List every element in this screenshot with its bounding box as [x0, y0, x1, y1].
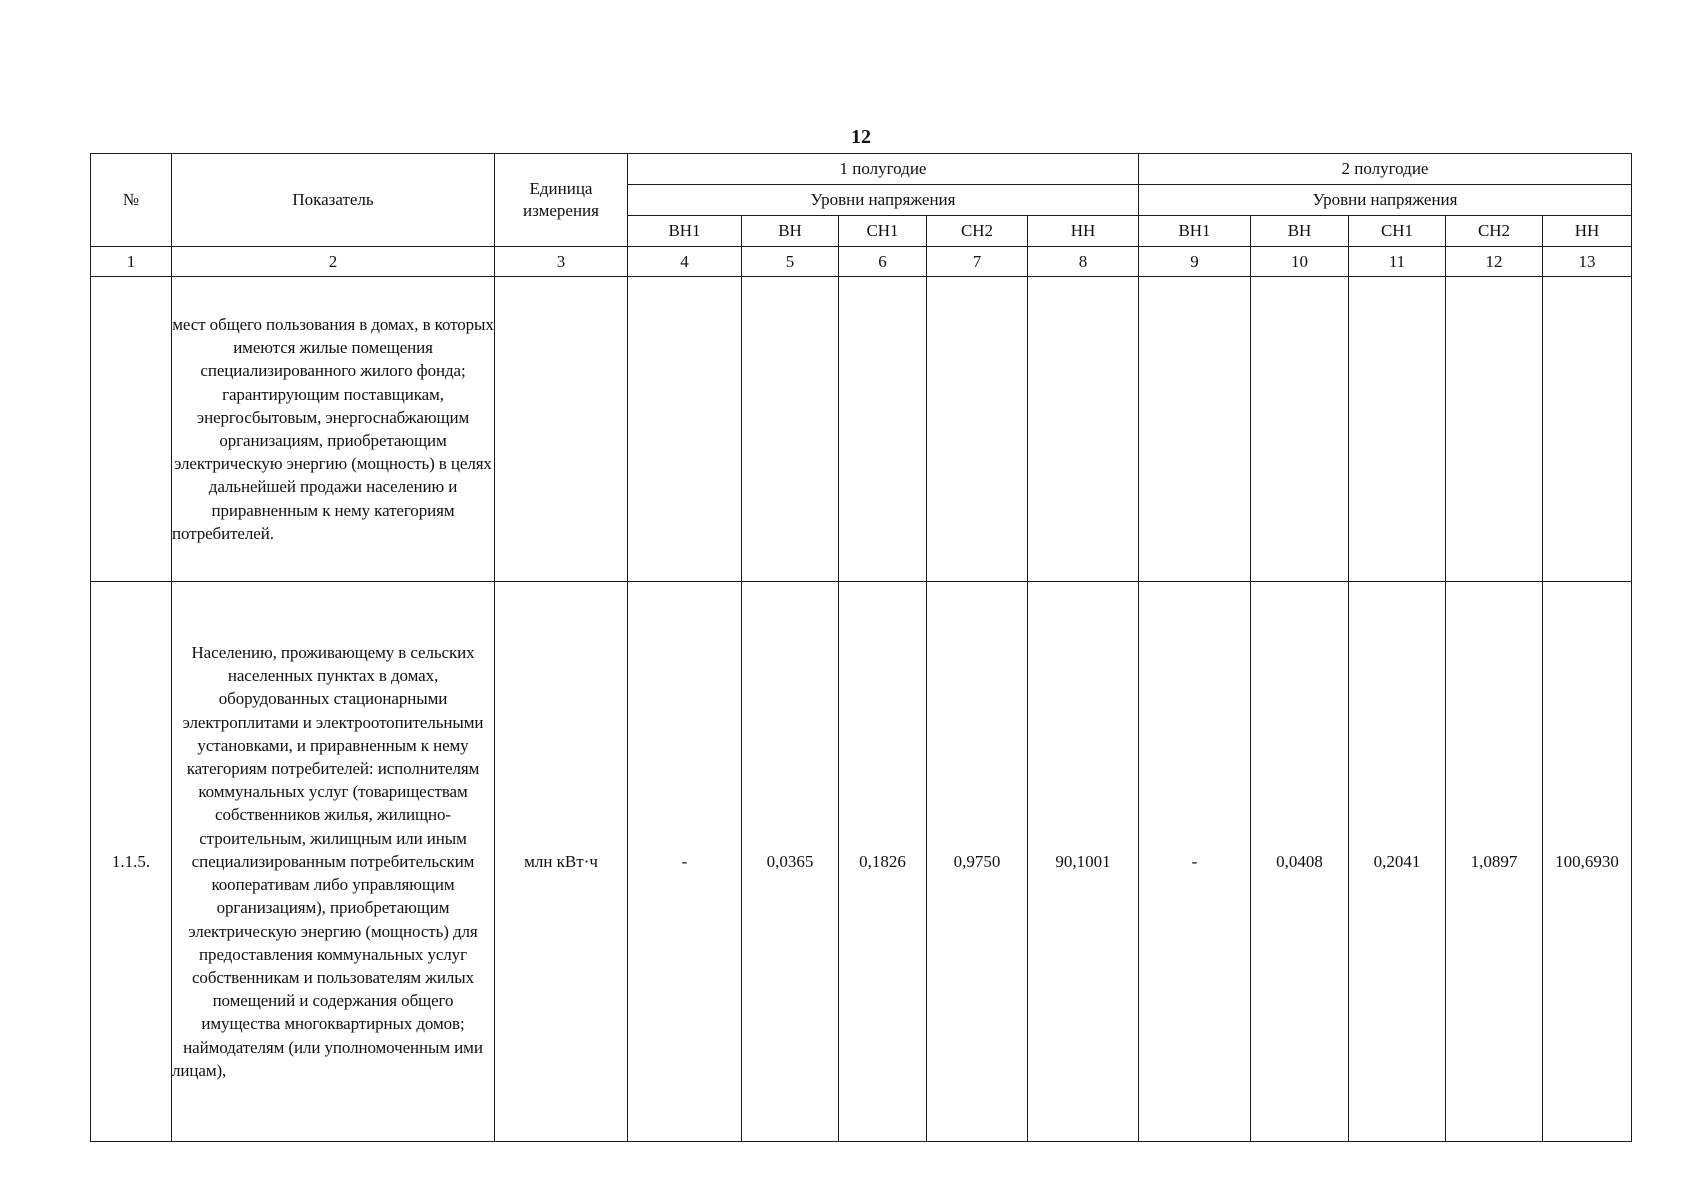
row-value: 1,0897 — [1446, 582, 1543, 1142]
column-number: 7 — [927, 247, 1028, 277]
header-level: ВН1 — [628, 216, 742, 247]
column-number: 9 — [1139, 247, 1251, 277]
row-value — [839, 277, 927, 582]
header-level: СН1 — [1349, 216, 1446, 247]
header-unit: Единица измерения — [495, 154, 628, 247]
header-number: № — [91, 154, 172, 247]
column-number: 4 — [628, 247, 742, 277]
table-row — [91, 582, 1632, 1142]
header-level: ВН — [742, 216, 839, 247]
header-voltage-levels-2: Уровни напряжения — [1139, 185, 1632, 216]
header-level: НН — [1543, 216, 1632, 247]
header-half1: 1 полугодие — [628, 154, 1139, 185]
row-value: 90,1001 — [1028, 582, 1139, 1142]
column-number: 3 — [495, 247, 628, 277]
column-number: 13 — [1543, 247, 1632, 277]
row-description: мест общего пользования в домах, в которых имеются жилые помещения специализированного жилого фонда; гарантирующим поставщикам, энергосбытовым, энергоснабжающим организациям, приобретающим электрическую энергию (мощность) в целях дальнейшей продажи населению и приравненным к нему категориям потребителей. — [172, 277, 495, 582]
row-value — [1349, 277, 1446, 582]
row-value — [1446, 277, 1543, 582]
header-half2: 2 полугодие — [1139, 154, 1632, 185]
column-number: 2 — [172, 247, 495, 277]
column-number: 6 — [839, 247, 927, 277]
row-unit: млн кВт·ч — [495, 582, 628, 1142]
row-value: 0,0365 — [742, 582, 839, 1142]
header-level: СН2 — [1446, 216, 1543, 247]
column-number: 10 — [1251, 247, 1349, 277]
row-value — [1139, 277, 1251, 582]
row-description: Населению, проживающему в сельских населенных пунктах в домах, оборудованных стационарными электроплитами и электроотопительными установками, и приравненным к нему категориям потребителей: исполнителям коммунальных услуг (товариществам собственников жилья, жилищно-строительным, жилищным или иным специализированным потребительским кооперативам либо управляющим организациям), приобретающим электрическую энергию (мощность) для предоставления коммунальных услуг собственникам и пользователям жилых помещений и содержания общего имущества многоквартирных домов; наймодателям (или уполномоченным ими лицам), — [172, 582, 495, 1142]
row-code — [91, 277, 172, 582]
row-unit — [495, 277, 628, 582]
row-value: 0,9750 — [927, 582, 1028, 1142]
table-row — [91, 277, 1632, 582]
row-value: - — [1139, 582, 1251, 1142]
header-level: СН1 — [839, 216, 927, 247]
column-number: 5 — [742, 247, 839, 277]
row-value: 0,1826 — [839, 582, 927, 1142]
row-value: 0,0408 — [1251, 582, 1349, 1142]
row-value — [1028, 277, 1139, 582]
header-level: ВН — [1251, 216, 1349, 247]
page-number: 12 — [851, 126, 871, 148]
row-code: 1.1.5. — [91, 582, 172, 1142]
row-value — [742, 277, 839, 582]
row-value — [628, 277, 742, 582]
header-level: ВН1 — [1139, 216, 1251, 247]
column-number: 8 — [1028, 247, 1139, 277]
column-number: 12 — [1446, 247, 1543, 277]
header-level: НН — [1028, 216, 1139, 247]
row-value — [927, 277, 1028, 582]
header-level: СН2 — [927, 216, 1028, 247]
row-value: 100,6930 — [1543, 582, 1632, 1142]
column-number: 11 — [1349, 247, 1446, 277]
tariff-table — [90, 153, 1632, 1142]
row-value: 0,2041 — [1349, 582, 1446, 1142]
header-indicator: Показатель — [172, 154, 495, 247]
row-value — [1543, 277, 1632, 582]
row-value: - — [628, 582, 742, 1142]
column-number: 1 — [91, 247, 172, 277]
header-voltage-levels-1: Уровни напряжения — [628, 185, 1139, 216]
row-value — [1251, 277, 1349, 582]
